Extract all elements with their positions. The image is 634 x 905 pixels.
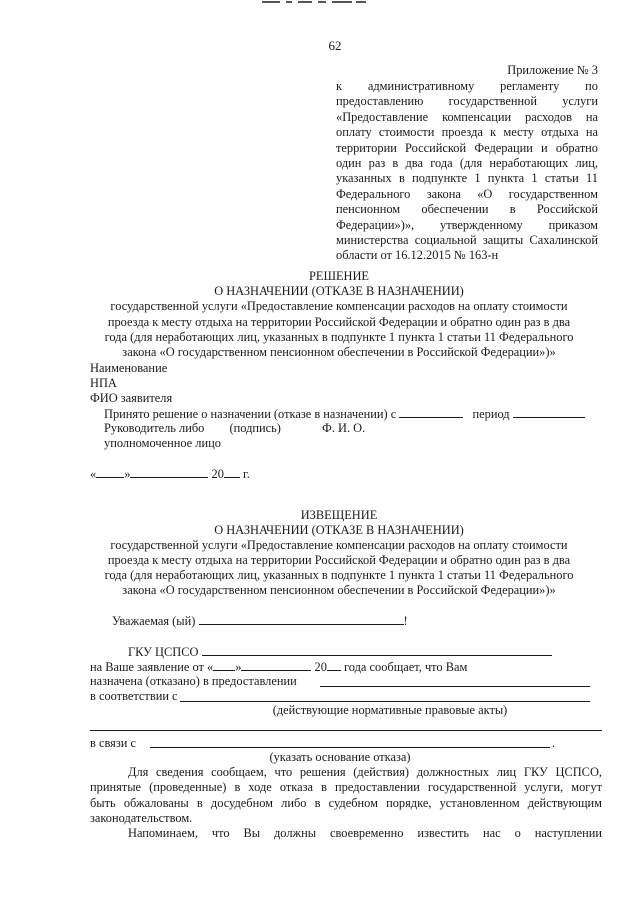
date-quote-close: » (124, 467, 131, 481)
fio-short-label: Ф. И. О. (322, 421, 366, 435)
appeal-paragraph (90, 765, 602, 827)
naimenovanie-label: Наименование (90, 361, 168, 375)
date-year-field[interactable] (224, 466, 240, 478)
paragraph-line: Для сведения сообщаем, что решения (действия) должностных лиц ГКУ ЦСПСО, (128, 765, 602, 779)
date-quote-open: « (90, 467, 97, 481)
decision-subtitle: О НАЗНАЧЕНИИ (ОТКАЗЕ В НАЗНАЧЕНИИ) (214, 284, 464, 298)
salutation-line (112, 613, 408, 629)
npa-label: НПА (90, 376, 117, 390)
paragraph-line: быть обжалованы в досудебном либо в судебном порядке, установленном действующим (90, 795, 602, 810)
date-suffix: г. (243, 467, 250, 481)
notice-service-line: года (для неработающих лиц, указанных в подпункте 1 пункта 1 статьи 11 Федерального (104, 568, 574, 582)
notice-title: ИЗВЕЩЕНИЕ (300, 508, 378, 522)
decision-date-field[interactable] (399, 406, 463, 418)
appendix-line: Федерального закона «О государственном (336, 186, 598, 201)
scan-artifact (262, 0, 366, 5)
appendix-line: оплату стоимости проезда к месту отдыха на (336, 125, 598, 140)
due-to-field[interactable] (150, 747, 550, 748)
date-year-prefix: 20 (211, 467, 224, 481)
head-signature-line (104, 421, 365, 436)
recipient-name-field[interactable] (199, 613, 404, 625)
acts-caption: (действующие нормативные правовые акты) (272, 703, 508, 717)
application-suffix: года сообщает, что Вам (344, 660, 468, 674)
gku-line (128, 644, 552, 660)
assigned-field[interactable] (320, 686, 590, 687)
due-to-end: . (552, 736, 556, 750)
application-year-field[interactable] (327, 659, 341, 671)
reason-caption: (указать основание отказа) (269, 750, 411, 764)
period-label: период (472, 407, 510, 421)
paragraph-line: законодательством. (90, 811, 193, 826)
appendix-line: один раз в два года (для неработающих лиц, (336, 155, 598, 170)
paragraph-line: Напоминаем, что Вы должны своевременно известить нас о наступлении (128, 826, 602, 840)
appendix-line: предоставлению государственной услуги (336, 94, 598, 109)
decided-prefix: Принято решение о назначении (отказе в назначении) с (104, 407, 397, 421)
application-month-field[interactable] (241, 659, 311, 671)
salutation-label: Уважаемая (ый) (112, 614, 196, 628)
notice-subtitle: О НАЗНАЧЕНИИ (ОТКАЗЕ В НАЗНАЧЕНИИ) (214, 523, 464, 537)
accordance-field[interactable] (180, 701, 590, 702)
application-quote-close: » (235, 660, 242, 674)
decision-date-line (104, 406, 585, 422)
due-to-label: в связи с (90, 736, 136, 750)
appendix-line: области от 16.12.2015 № 163-н (336, 248, 499, 263)
application-line (90, 659, 467, 675)
appendix-line: «Предоставление компенсации расходов на (336, 109, 598, 124)
application-day-field[interactable] (213, 659, 235, 671)
application-year-prefix: 20 (314, 660, 327, 674)
signature-label: (подпись) (229, 421, 281, 435)
decision-service-line: проезда к месту отдыха на территории Российской Федерации и обратно один раз в два (107, 315, 571, 329)
decision-service-line: государственной услуги «Предоставление компенсации расходов на оплату стоимости (110, 299, 568, 313)
appendix-line: указанных в подпункте 1 пункта 1 статьи 11 (336, 171, 598, 186)
applicant-fio-label: ФИО заявителя (90, 391, 173, 405)
decision-service-line: года (для неработающих лиц, указанных в подпункте 1 пункта 1 статьи 11 Федерального (104, 330, 574, 344)
decision-signature-date (90, 466, 250, 482)
decision-service-line: закона «О государственном пенсионном обеспечении в Российской Федерации»)» (122, 345, 556, 359)
notice-service-line: проезда к месту отдыха на территории Российской Федерации и обратно один раз в два (107, 553, 571, 567)
head-label: Руководитель либо (104, 421, 205, 435)
appendix-title: Приложение № 3 (507, 63, 598, 77)
appendix-line: к административному регламенту по (336, 79, 598, 93)
appendix-line: пенсионном обеспечении в Российской (336, 202, 598, 217)
appendix-body (336, 79, 598, 264)
gku-label: ГКУ ЦСПСО (128, 645, 199, 659)
assigned-label: назначена (отказано) в предоставлении (90, 674, 297, 688)
notice-service-line: закона «О государственном пенсионном обеспечении в Российской Федерации»)» (122, 583, 556, 597)
date-day-field[interactable] (96, 466, 124, 478)
paragraph-line: принятые (проведенные) в ходе отказа в предоставлении государственной услуги, могут (90, 780, 602, 795)
application-prefix: на Ваше заявление от « (90, 660, 214, 674)
acts-field-line[interactable] (90, 730, 602, 731)
accordance-label: в соответствии с (90, 689, 178, 703)
notice-service-line: государственной услуги «Предоставление компенсации расходов на оплату стоимости (110, 538, 568, 552)
appendix-line: Федерации»)», утвержденному приказом (336, 217, 598, 232)
page-number: 62 (328, 38, 342, 53)
date-month-field[interactable] (130, 466, 208, 478)
authorized-person-label: уполномоченное лицо (104, 436, 221, 450)
appendix-line: территории Российской Федерации и обратно (336, 140, 598, 155)
appendix-line: министерства социальной защиты Сахалинской (336, 232, 598, 247)
period-field[interactable] (513, 406, 585, 418)
decision-title: РЕШЕНИЕ (309, 269, 369, 283)
reminder-paragraph (90, 826, 602, 841)
gku-field[interactable] (202, 644, 552, 656)
salutation-exclamation: ! (403, 614, 408, 628)
